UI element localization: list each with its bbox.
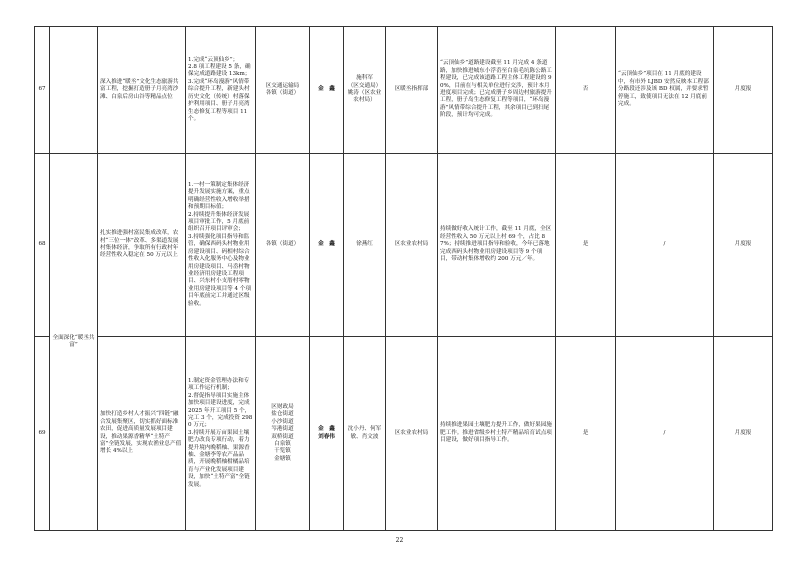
- task-cell: 加快打造乡村人才振兴“四链”融合发展集聚区，切实抓好面标准农田，促进高质量发展项目建设，推动果源香精华“土特产富”全链发展，实现农渔业总产值增长 4%以上: [98, 337, 186, 531]
- frequency-cell: 月度报: [714, 337, 773, 531]
- affect-cell: 否: [556, 27, 616, 154]
- category-cell: [50, 27, 98, 154]
- lead-unit-cell: 区交通运输局 各镇（街道）: [256, 27, 310, 154]
- category-cell: 全面深化“暖丞共富”: [50, 154, 98, 531]
- task-cell: 深入推进“暖丞”文化生态旅游共富工程，挖掘打造册子月亮湾沙滩、白泉后房山谷等精品点位: [98, 27, 186, 154]
- affect-cell: 是: [556, 337, 616, 531]
- lead-leader-cell: 金 鑫 刘春伟: [310, 337, 344, 531]
- resp-unit-cell: 区农业农村局: [386, 337, 438, 531]
- lead-leader-cell: 金 鑫: [310, 154, 344, 337]
- page-number: 22: [395, 537, 404, 544]
- table-row: [35, 154, 773, 337]
- resp-leader-cell: 徐燕红: [344, 154, 386, 337]
- row-number: 69: [35, 337, 50, 531]
- affect-cell: 是: [556, 154, 616, 337]
- problem-cell: “云顶仙乡”项目在 11 月底的建设中，有市外 LJBD 安然反映本工程部分路段还涉及该 BD 权属，并要求暂停施工，致使项目无法在 12 月底前完成。: [616, 27, 714, 154]
- progress-cell: 持续做好收入统计工作，截至 11 月底，全区经营性收入 50 万元以上村 69 个，占比 87%；持续推进项目指导和验收，今年已落地完成西码头村物业用房建设项目等 9 个项目，带动村集体增收约 200 万元／年。: [438, 154, 556, 337]
- table-row: [35, 337, 773, 531]
- resp-unit-cell: 区农业农村局: [386, 154, 438, 337]
- problem-cell: /: [616, 154, 714, 337]
- row-number: 67: [35, 27, 50, 154]
- lead-unit-cell: 各镇（街道）: [256, 154, 310, 337]
- goals-cell: 1.一村一策制定集体经济提升发展实施方案，重点明确经营性收入增收举措和预期目标值； 2.持续提升集体经济发展项目审批工作，5 月底前组织召开项目评审会； 3.持续强化项目指导和监管，确保西码头村物业用房建设项目、码相村综合性收入化服务中心及物业用房建设项目、马岙村物业经济用房建设工程项目、兴东村小支厝村零物业用房建设项目等 4 个项目年底前完工并通过区级验收。: [186, 154, 256, 337]
- lead-unit-cell: 区财政局 盐仓街道 小沙街道 岑港街道 双桥街道 白泉镇 干览镇 金塘镇: [256, 337, 310, 531]
- goals-cell: 1.制定资金管理办法和专项工作运行机制； 2.督促指导项目实施主体加快项目建设进度，完成 2025 年开工项目 5 个，完工 3 个，完成投资 2980 万元； 3.持续开展万亩果园土壤肥力改良专项行动，着力提升境内晚稻柚、果源香柚、金塘李等农产品品质，开展晚稻柚柑橘品培育与产业化发展项目建设，加快“土特产富”全链发展。: [186, 337, 256, 531]
- problem-cell: /: [616, 337, 714, 531]
- task-cell: 扎实推进强村富民集成改革，农村“三位一体”改革、多渠道发展村集体经济，争取所有行政村年经营性收入稳定在 50 万元以上: [98, 154, 186, 337]
- lead-leader-cell: 金 鑫: [310, 27, 344, 154]
- progress-cell: 持续推进果园土壤肥力提升工作，做好果园施肥工作。推进省级乡村土特产精品培育试点项目建设，做好项目指导工作。: [438, 337, 556, 531]
- progress-cell: “云顶仙乡”道路建设截至 11 月完成 4 条道路，加快推进城东小浮岙至白泉毛坑陈公路工程建设，已完成该道路工程主体工程建设的 90%，目前在与相关单位进行交涉，预计本月进度项目完成；已完成册子乡周边村旅游提升工程，册子岛生态修复工程等项目，“环岛漫游”风情带综合提升工程，其余项目已到扫尾阶段，预计均可完成。: [438, 27, 556, 154]
- frequency-cell: 月度报: [714, 27, 773, 154]
- resp-leader-cell: 施科军 （区交通局） 姚涛（区农业农村局）: [344, 27, 386, 154]
- resp-unit-cell: 区暖丞指挥部: [386, 27, 438, 154]
- row-number: 68: [35, 154, 50, 337]
- frequency-cell: 月度报: [714, 154, 773, 337]
- task-table: [34, 26, 773, 531]
- table-row: [35, 27, 773, 154]
- goals-cell: 1.完成“云顶仙乡”； 2.8 项工程建设 5 条，确保完成道路建设 13km； 3.完成“环岛漫游”风情带综合提升工程，新建头村历史文化（传统）村落保护利用项目、册子月亮湾生态修复工程等项目 11 个。: [186, 27, 256, 154]
- resp-leader-cell: 沈小丹、何军敏、肖文波: [344, 337, 386, 531]
